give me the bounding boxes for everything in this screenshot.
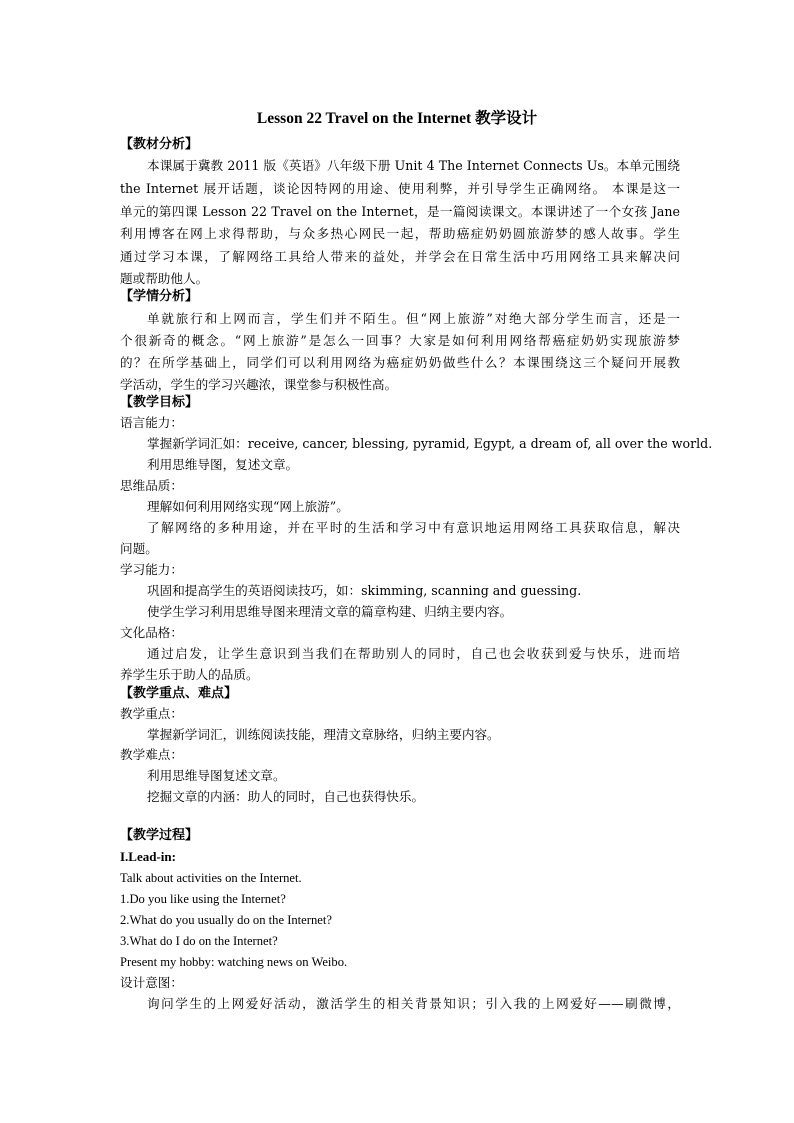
paragraph-line: 掌握新学词汇，训练阅读技能，理清文章脉络，归纳主要内容。 — [147, 727, 500, 742]
paragraph-line: 问题。 — [120, 541, 158, 556]
paragraph-line: 通过启发，让学生意识到当我们在帮助别人的同时，自己也会收获到爱与快乐，进而培 — [147, 646, 680, 661]
section-heading-textbook-analysis: 【教材分析】 — [120, 137, 199, 152]
paragraph-line: 个很新奇的概念。“网上旅游”是怎么一回事？大家是如何利用网络帮癌症奶奶实现旅游梦 — [120, 333, 680, 348]
paragraph-line: 巩固和提高学生的英语阅读技巧，如：skimming, scanning and guessing. — [147, 583, 582, 598]
question-line: 2.What do you usually do on the Internet? — [120, 913, 332, 927]
paragraph-line: 单就旅行和上网而言，学生们并不陌生。但“网上旅游”对绝大部分学生而言，还是一 — [147, 311, 680, 326]
paragraph-line: 掌握新学词汇如：receive, cancer, blessing, pyramid, Egypt, a dream of, all over the world. — [147, 436, 713, 451]
document-title: Lesson 22 Travel on the Internet 教学设计 — [256, 110, 538, 127]
paragraph-line: 理解如何利用网络实现“网上旅游”。 — [147, 499, 349, 514]
paragraph-line: 使学生学习利用思维导图来理清文章的篇章构建、归纳主要内容。 — [147, 604, 513, 619]
paragraph-line: 题或帮助他人。 — [120, 271, 209, 286]
paragraph-line: Present my hobby: watching news on Weibo. — [120, 955, 348, 969]
question-line: 3.What do I do on the Internet? — [120, 934, 278, 948]
section-heading-teaching-process: 【教学过程】 — [120, 828, 199, 843]
subheading: 语言能力： — [120, 415, 183, 430]
paragraph-line: 了解网络的多种用途，并在平时的生活和学习中有意识地运用网络工具获取信息，解决 — [147, 520, 680, 535]
paragraph-line: 的？在所学基础上，同学们可以利用网络为癌症奶奶做些什么？本课围绕这三个疑问开展教 — [120, 355, 680, 370]
section-heading-student-analysis: 【学情分析】 — [120, 289, 199, 304]
subheading: 教学重点： — [120, 706, 183, 721]
section-heading-teaching-goals: 【教学目标】 — [120, 395, 199, 410]
paragraph-line: 挖掘文章的内涵：助人的同时，自己也获得快乐。 — [147, 789, 425, 804]
subheading: 教学难点： — [120, 747, 183, 762]
paragraph-line: 通过学习本课，了解网络工具给人带来的益处，并学会在日常生活中巧用网络工具来解决问 — [120, 249, 680, 264]
paragraph-line: Talk about activities on the Internet. — [120, 871, 302, 885]
paragraph-line: 询问学生的上网爱好活动，激活学生的相关背景知识；引入我的上网爱好——刷微博， — [147, 996, 680, 1011]
subheading-lead-in: I.Lead-in: — [120, 849, 176, 864]
subheading: 学习能力： — [120, 562, 183, 577]
subheading: 设计意图： — [120, 975, 183, 990]
section-heading-key-points: 【教学重点、难点】 — [120, 686, 238, 701]
subheading: 文化品格： — [120, 625, 183, 640]
paragraph-line: 本课属于冀教 2011 版《英语》八年级下册 Unit 4 The Internet Connects Us。本单元围绕 — [147, 158, 680, 173]
paragraph-line: 单元的第四课 Lesson 22 Travel on the Internet，是一篇阅读课文。本课讲述了一个女孩 Jane — [120, 204, 680, 219]
paragraph-line: 利用博客在网上求得帮助，与众多热心网民一起，帮助癌症奶奶圆旅游梦的感人故事。学生 — [120, 226, 680, 241]
paragraph-line: 学活动，学生的学习兴趣浓，课堂参与积极性高。 — [120, 377, 398, 392]
subheading: 思维品质： — [120, 478, 183, 493]
paragraph-line: 利用思维导图，复述文章。 — [147, 457, 299, 472]
paragraph-line: 利用思维导图复述文章。 — [147, 768, 286, 783]
paragraph-line: the Internet 展开话题，谈论因特网的用途、使用利弊，并引导学生正确网络。 本课是这一 — [120, 181, 680, 196]
question-line: 1.Do you like using the Internet? — [120, 892, 286, 906]
paragraph-line: 养学生乐于助人的品质。 — [120, 667, 259, 682]
